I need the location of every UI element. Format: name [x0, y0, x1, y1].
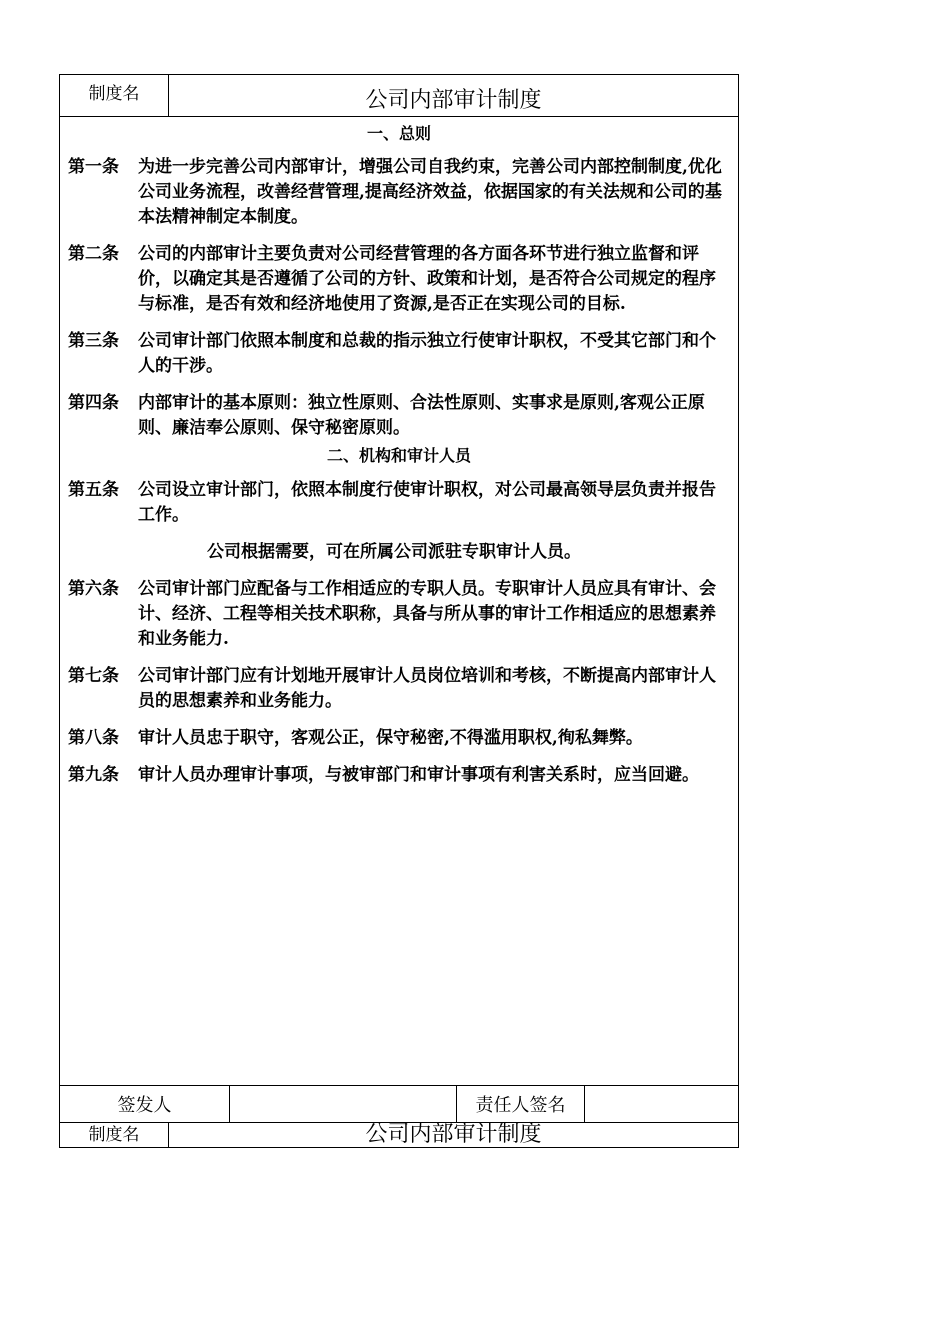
article-7 — [60, 664, 738, 714]
article-text: 公司审计部门依照本制度和总裁的指示独立行使审计职权，不受其它部门和个人的干涉。 — [138, 331, 716, 376]
article-text: 审计人员办理审计事项，与被审部门和审计事项有利害关系时，应当回避。 — [138, 765, 699, 785]
issuer-label: 签发人 — [60, 1086, 230, 1122]
article-number: 第六条 — [68, 579, 119, 599]
responsible-signature-field[interactable] — [585, 1086, 738, 1122]
article-text: 公司的内部审计主要负责对公司经营管理的各方面各环节进行独立监督和评价，以确定其是否遵循了公司的方针、政策和计划，是否符合公司规定的程序与标准，是否有效和经济地使用了资源,是否正在实现公司的目标. — [138, 244, 716, 314]
issuer-field[interactable] — [230, 1086, 457, 1122]
document-body — [60, 121, 738, 1086]
article-5 — [60, 478, 738, 528]
article-number: 第四条 — [68, 393, 119, 413]
article-text: 为进一步完善公司内部审计，增强公司自我约束，完善公司内部控制制度,优化公司业务流程，改善经营管理,提高经济效益，依据国家的有关法规和公司的基本法精神制定本制度。 — [138, 157, 722, 227]
article-text: 审计人员忠于职守，客观公正，保守秘密,不得滥用职权,徇私舞弊。 — [138, 728, 643, 748]
section-heading-organization: 二、机构和审计人员 — [326, 446, 471, 465]
header-label: 制度名 — [60, 75, 169, 116]
article-text: 公司审计部门应有计划地开展审计人员岗位培训和考核，不断提高内部审计人员的思想素养和业务能力。 — [138, 666, 716, 711]
article-number: 第九条 — [68, 765, 119, 785]
article-9 — [60, 763, 738, 788]
document-frame — [59, 74, 739, 1148]
article-1 — [60, 155, 738, 230]
article-text: 内部审计的基本原则：独立性原则、合法性原则、实事求是原则,客观公正原则、廉洁奉公原则、保守秘密原则。 — [138, 393, 705, 438]
article-number: 第一条 — [68, 157, 119, 177]
article-6 — [60, 577, 738, 652]
responsible-label: 责任人签名 — [457, 1086, 585, 1122]
article-number: 第三条 — [68, 331, 119, 351]
article-text: 公司设立审计部门，依照本制度行使审计职权，对公司最高领导层负责并报告工作。 — [138, 480, 716, 525]
article-3 — [60, 329, 738, 379]
section-heading-general: 一、总则 — [366, 124, 431, 143]
article-text: 公司审计部门应配备与工作相适应的专职人员。专职审计人员应具有审计、会计、经济、工程等相关技术职称，具备与所从事的审计工作相适应的思想素养和业务能力. — [138, 579, 716, 649]
article-number: 第八条 — [68, 728, 119, 748]
article-4 — [60, 391, 738, 441]
article-number: 第七条 — [68, 666, 119, 686]
footer-title: 公司内部审计制度 — [365, 1122, 542, 1147]
article-2 — [60, 242, 738, 317]
extra-paragraph: 公司根据需要，可在所属公司派驻专职审计人员。 — [207, 542, 581, 562]
footer-label: 制度名 — [60, 1123, 169, 1147]
article-8 — [60, 726, 738, 751]
header-title: 公司内部审计制度 — [365, 88, 542, 113]
article-number: 第五条 — [68, 480, 119, 500]
header-row — [60, 75, 738, 117]
footer-row — [60, 1123, 738, 1147]
signature-row — [60, 1086, 738, 1123]
article-number: 第二条 — [68, 244, 119, 264]
